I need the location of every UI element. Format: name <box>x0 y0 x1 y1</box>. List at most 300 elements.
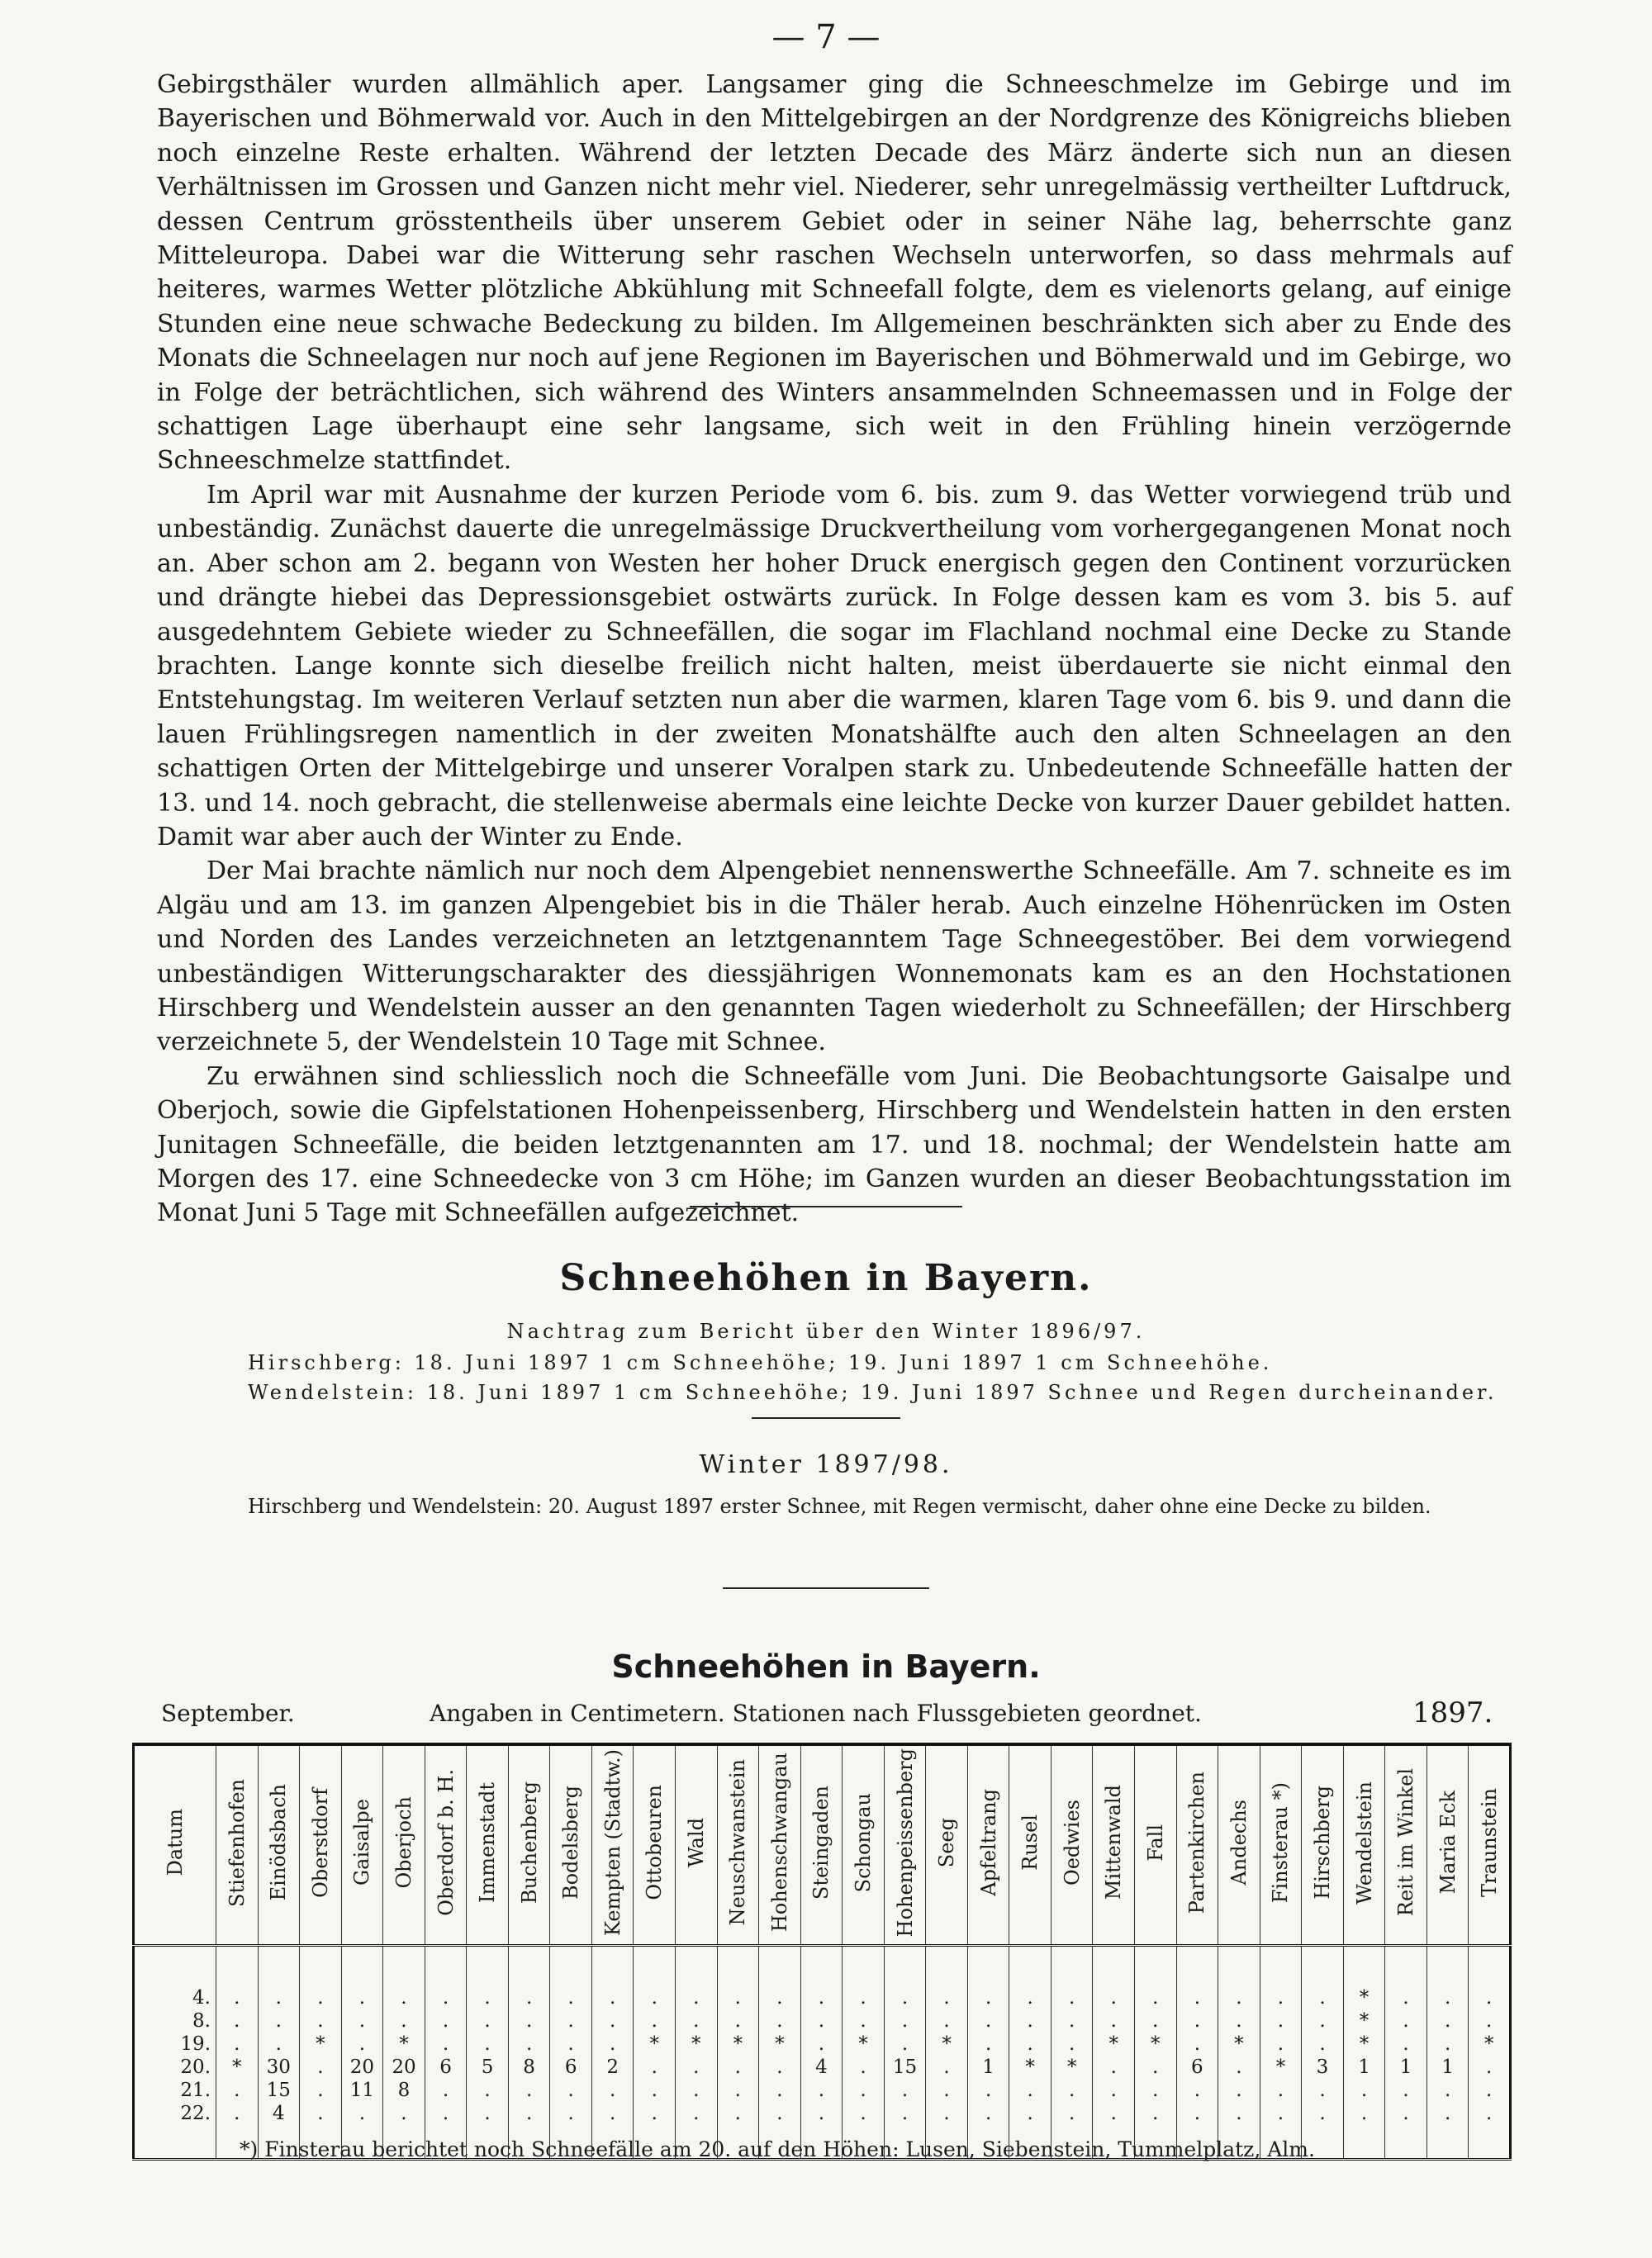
table-cell: . <box>258 1986 300 2009</box>
table-cell: . <box>467 1986 509 2009</box>
table-cell: . <box>884 2033 926 2056</box>
table-cell: . <box>1469 2056 1511 2079</box>
column-header-label: Bodelsberg <box>559 1785 583 1900</box>
column-header <box>258 1744 300 1946</box>
column-header <box>1260 1744 1302 1946</box>
table-cell: . <box>591 2009 634 2033</box>
column-header-label: Reit im Winkel <box>1394 1768 1418 1917</box>
table-cell <box>216 1946 259 1987</box>
table-cell: . <box>1343 2079 1385 2102</box>
column-header-label: Kempten (Stadtw.) <box>601 1749 624 1936</box>
table-cell: . <box>216 2033 259 2056</box>
table-header-row <box>134 1744 1511 1946</box>
table-cell: . <box>425 1986 467 2009</box>
table-cell: . <box>1135 1986 1177 2009</box>
table-cell: . <box>1469 1986 1511 2009</box>
table-row <box>134 2033 1511 2056</box>
table-cell: . <box>800 2033 843 2056</box>
table-cell: . <box>1176 2033 1218 2056</box>
table-cell: . <box>1302 2079 1344 2102</box>
column-header-label: Mittenwald <box>1102 1785 1126 1900</box>
table-cell: 4 <box>258 2102 300 2125</box>
table-cell: 5 <box>467 2056 509 2079</box>
table-cell: . <box>634 1986 676 2009</box>
column-header <box>1135 1744 1177 1946</box>
divider <box>752 1417 900 1419</box>
table-cell: . <box>300 2009 342 2033</box>
table-cell: . <box>1051 2079 1093 2102</box>
column-header-label: Oedwies <box>1060 1800 1084 1886</box>
table-cell: . <box>1427 2033 1469 2056</box>
table-cell: . <box>759 2009 801 2033</box>
table-cell <box>341 1946 383 1987</box>
table-cell: . <box>843 2102 885 2125</box>
column-header <box>1218 1744 1260 1946</box>
table-cell: . <box>341 2102 383 2125</box>
wendelstein-line: Wendelstein: 18. Juni 1897 1 cm Schneehöhe; 19. Juni 1897 Schnee und Regen durcheinander. <box>248 1381 1498 1404</box>
table-cell: . <box>1093 2102 1135 2125</box>
column-header <box>800 1744 843 1946</box>
table-row <box>134 1986 1511 2009</box>
table-cell: * <box>1051 2056 1093 2079</box>
section-title: Schneehöhen in Bayern. <box>559 1257 1093 1299</box>
table-cell: . <box>800 1986 843 2009</box>
table-cell: . <box>1176 2079 1218 2102</box>
column-header <box>1469 1744 1511 1946</box>
table-note: Angaben in Centimetern. Stationen nach Flussgebieten geordnet. <box>430 1700 1202 1727</box>
table-row <box>134 2079 1511 2102</box>
table-cell: . <box>425 2033 467 2056</box>
table-cell <box>1427 1946 1469 1987</box>
table-cell <box>1260 1946 1302 1987</box>
table-cell: 8 <box>383 2079 425 2102</box>
table-cell: . <box>843 1986 885 2009</box>
table-cell: . <box>967 2033 1009 2056</box>
table-cell: 2 <box>591 2056 634 2079</box>
table-cell <box>1385 2125 1427 2160</box>
table-cell <box>134 1946 216 1987</box>
table-cell: * <box>759 2033 801 2056</box>
table-cell <box>1302 1946 1344 1987</box>
table-cell: . <box>1218 2009 1260 2033</box>
table-cell: . <box>800 2009 843 2033</box>
table-cell: . <box>1302 1986 1344 2009</box>
table-cell: . <box>1343 2102 1385 2125</box>
table-cell: . <box>759 2056 801 2079</box>
column-header-label: Traunstein <box>1477 1788 1501 1897</box>
footnote: *) Finsterau berichtet noch Schneefälle am 20. auf den Höhen: Lusen, Siebenstein, Tummelplatz, Alm. <box>240 2137 1315 2161</box>
table-year: 1897. <box>1412 1696 1493 1729</box>
column-header-label: Einödsbach <box>267 1784 291 1901</box>
column-header-label: Gaisalpe <box>350 1799 374 1886</box>
table-cell: . <box>508 2079 550 2102</box>
table-cell: . <box>216 1986 259 2009</box>
column-header <box>300 1744 342 1946</box>
table-cell: . <box>1176 2102 1218 2125</box>
table-cell: . <box>676 2102 718 2125</box>
table-cell: . <box>1135 2056 1177 2079</box>
table-cell: . <box>967 2009 1009 2033</box>
table-cell: . <box>425 2102 467 2125</box>
table-cell: . <box>550 2033 592 2056</box>
table-cell <box>134 2125 216 2160</box>
table-cell: . <box>1176 1986 1218 2009</box>
table-cell: . <box>591 1986 634 2009</box>
table-cell: . <box>1385 2079 1427 2102</box>
table-cell: . <box>1051 1986 1093 2009</box>
column-header-label: Hirschberg <box>1310 1786 1334 1900</box>
table-cell <box>1176 1946 1218 1987</box>
table-cell: . <box>1009 2033 1051 2056</box>
table-cell: . <box>926 2079 968 2102</box>
paragraph-4: Zu erwähnen sind schliesslich noch die Schneefälle vom Juni. Die Beobachtungsorte Gaisalpe und Oberjoch, sowie die Gipfelstationen Hohenpeissenberg, Hirschberg und Wendelstein hatten in den ersten Junitagen Schneefälle, die beiden letztgenannten am 17. und 18. nochmal; der Wendelstein hatte am Morgen des 17. eine Schneedecke von 3 cm Höhe; im Ganzen wurden an dieser Beobachtungsstation im Monat Juni 5 Tage mit Schneefällen aufgezeichnet. <box>157 1061 1512 1228</box>
table-cell: . <box>1009 2079 1051 2102</box>
paragraph-3: Der Mai brachte nämlich nur noch dem Alpengebiet nennenswerthe Schneefälle. Am 7. schneite es im Algäu und am 13. im ganzen Alpengebiet bis in die Thäler herab. Auch einzelne Höhenrücken im Osten und Norden des Landes verzeichneten an letztgenanntem Tage Schneegestöber. Bei dem vorwiegend unbeständigen Witterungscharakter des diessjährigen Wonnemonats kam es an den Hochstationen Hirschberg und Wendelstein ausser an den genannten Tagen wiederholt zu Schneefällen; der Hirschberg verzeichnete 5, der Wendelstein 10 Tage mit Schnee. <box>157 856 1512 1057</box>
table-cell: . <box>717 2056 759 2079</box>
table-cell: . <box>800 2102 843 2125</box>
table-cell: * <box>1343 1986 1385 2009</box>
table-cell: . <box>1218 1986 1260 2009</box>
table-cell: 1 <box>1343 2056 1385 2079</box>
table-cell: . <box>717 2009 759 2033</box>
table-cell <box>1135 1946 1177 1987</box>
table-spacer-row <box>134 1946 1511 1987</box>
table-row <box>134 2102 1511 2125</box>
table-cell: 3 <box>1302 2056 1344 2079</box>
column-header-label: Schongau <box>851 1792 875 1893</box>
table-cell: . <box>1260 2009 1302 2033</box>
table-cell: 15 <box>258 2079 300 2102</box>
table-cell: . <box>634 2009 676 2033</box>
table-cell <box>467 1946 509 1987</box>
table-cell: . <box>550 1986 592 2009</box>
table-cell <box>591 1946 634 1987</box>
table-cell: . <box>759 2079 801 2102</box>
table-cell: 4 <box>800 2056 843 2079</box>
table-cell: . <box>467 2009 509 2033</box>
column-header-label: Steingaden <box>809 1785 833 1900</box>
table-cell: . <box>967 1986 1009 2009</box>
table-cell: . <box>1009 2102 1051 2125</box>
hirschberg-line: Hirschberg: 18. Juni 1897 1 cm Schneehöhe; 19. Juni 1897 1 cm Schneehöhe. <box>248 1351 1273 1374</box>
table-cell: . <box>1093 2079 1135 2102</box>
table-cell: . <box>1135 2102 1177 2125</box>
column-header-datum <box>134 1744 216 1946</box>
table-cell: . <box>759 1986 801 2009</box>
snow-table <box>132 1743 1512 2161</box>
column-header-label: Wald <box>684 1818 708 1867</box>
table-cell: . <box>258 2009 300 2033</box>
table-cell <box>1385 1946 1427 1987</box>
table-cell: . <box>759 2102 801 2125</box>
table-cell: . <box>717 2102 759 2125</box>
table-cell: . <box>1135 2009 1177 2033</box>
table-cell: * <box>1093 2033 1135 2056</box>
column-header <box>967 1744 1009 1946</box>
paragraph-2: Im April war mit Ausnahme der kurzen Periode vom 6. bis. zum 9. das Wetter vorwiegend trüb und unbeständig. Zunächst dauerte die unregelmässige Druckvertheilung vom vorhergegangenen Monat noch an. Aber schon am 2. begann von Westen her hoher Druck energisch gegen den Continent vorzurücken und drängte hiebei das Depressionsgebiet ostwärts zurück. In Folge dessen kam es vom 3. bis 5. auf ausgedehntem Gebiete wieder zu Schneefällen, die sogar im Flachland nochmal eine Decke zu Stande brachten. Lange konnte sich dieselbe freilich nicht halten, meist überdauerte sie nicht einmal den Entstehungstag. Im weiteren Verlauf setzten nun aber die warmen, klaren Tage vom 6. bis 9. und dann die lauen Frühlingsregen namentlich in der zweiten Monatshälfte auch den alten Schneelagen an den schattigen Orten der Mittelgebirge und unserer Voralpen stark zu. Unbedeutende Schneefälle hatten der 13. und 14. noch gebracht, die stellenweise abermals eine leichte Decke von kurzer Dauer gebildet hatten. Damit war aber auch der Winter zu Ende. <box>157 480 1512 851</box>
table-cell <box>800 1946 843 1987</box>
column-header-label: Rusel <box>1018 1814 1042 1871</box>
table-cell <box>717 1946 759 1987</box>
table-cell <box>1218 1946 1260 1987</box>
table-cell: 1 <box>1385 2056 1427 2079</box>
table-cell: . <box>1385 2102 1427 2125</box>
column-header <box>508 1744 550 1946</box>
table-cell <box>508 1946 550 1987</box>
column-header <box>843 1744 885 1946</box>
column-header-label: Buchenberg <box>517 1781 541 1905</box>
table-cell: * <box>676 2033 718 2056</box>
column-header-label: Ottobeuren <box>643 1785 667 1900</box>
column-header-label: Hohenschwangau <box>767 1753 791 1933</box>
table-cell: . <box>508 2009 550 2033</box>
table-cell <box>1469 2125 1511 2160</box>
table-cell: . <box>1176 2009 1218 2033</box>
column-header <box>1427 1744 1469 1946</box>
table-cell: . <box>843 2056 885 2079</box>
table-cell: . <box>383 2009 425 2033</box>
table-cell: . <box>926 1986 968 2009</box>
table-cell: * <box>300 2033 342 2056</box>
column-header <box>884 1744 926 1946</box>
table-cell <box>634 1946 676 1987</box>
table-cell: . <box>1385 2033 1427 2056</box>
table-cell: . <box>926 2056 968 2079</box>
column-header <box>1343 1744 1385 1946</box>
table-body <box>134 1946 1511 2160</box>
table-cell: . <box>884 1986 926 2009</box>
column-header-label: Seeg <box>935 1817 959 1868</box>
table-cell: . <box>1427 2079 1469 2102</box>
column-header-label: Partenkirchen <box>1185 1771 1209 1914</box>
date-cell: 19. <box>134 2033 216 2056</box>
table-cell: . <box>1218 2102 1260 2125</box>
column-header-label: Hohenpeissenberg <box>893 1748 917 1938</box>
table-cell: 1 <box>1427 2056 1469 2079</box>
table-cell: * <box>1009 2056 1051 2079</box>
table-cell: . <box>676 1986 718 2009</box>
table-cell: . <box>843 2079 885 2102</box>
table-cell: . <box>1260 2033 1302 2056</box>
table-cell: . <box>300 2056 342 2079</box>
column-header-label: Stiefenhofen <box>225 1778 249 1907</box>
column-header <box>341 1744 383 1946</box>
table-cell: . <box>508 2033 550 2056</box>
table-cell: . <box>884 2079 926 2102</box>
page-number: — 7 — <box>771 18 881 56</box>
table-cell: 20 <box>341 2056 383 2079</box>
column-header <box>1093 1744 1135 1946</box>
table-cell <box>383 1946 425 1987</box>
table-cell: . <box>884 2009 926 2033</box>
table-cell: . <box>300 2102 342 2125</box>
column-header-label: Oberjoch <box>392 1796 415 1889</box>
table-cell <box>550 1946 592 1987</box>
table-cell: . <box>216 2102 259 2125</box>
table-cell <box>967 1946 1009 1987</box>
date-cell: 20. <box>134 2056 216 2079</box>
date-cell: 8. <box>134 2009 216 2033</box>
date-cell: 4. <box>134 1986 216 2009</box>
table-cell: . <box>1260 2079 1302 2102</box>
table-cell: . <box>591 2033 634 2056</box>
divider <box>723 1587 929 1589</box>
column-header <box>425 1744 467 1946</box>
column-header <box>1009 1744 1051 1946</box>
column-header-label: Wendelstein <box>1352 1781 1376 1905</box>
table-cell: . <box>258 2033 300 2056</box>
paragraph-1: Gebirgsthäler wurden allmählich aper. Langsamer ging die Schneeschmelze im Gebirge und im Bayerischen und Böhmerwald vor. Auch in den Mittelgebirgen an der Nordgrenze des Königreichs blieben noch einzelne Reste erhalten. Während der letzten Decade des März änderte sich nun an diesen Verhältnissen im Grossen und Ganzen nicht mehr viel. Niederer, sehr unregelmässig vertheilter Luftdruck, dessen Centrum grösstentheils über unserem Gebiet oder in seiner Nähe lag, beherrschte ganz Mitteleuropa. Dabei war die Witterung sehr raschen Wechseln unterworfen, so dass mehrmals auf heiteres, warmes Wetter plötzliche Abkühlung mit Schneefall folgte, dem es vielenorts gelang, auf einige Stunden eine neue schwache Bedeckung zu bilden. Im Allgemeinen beschränkten sich aber zu Ende des Monats die Schneelagen nur noch auf jene Regionen im Bayerischen und Böhmerwald und im Gebirge, wo in Folge der beträchtlichen, sich während des Winters ansammelnden Schneemassen und in Folge der schattigen Lage überhaupt eine sehr langsame, sich weit in den Frühling hinein verzögernde Schneeschmelze stattfindet. <box>157 70 1512 476</box>
table-cell: . <box>1469 2079 1511 2102</box>
table-cell: * <box>634 2033 676 2056</box>
column-header <box>676 1744 718 1946</box>
table-cell: . <box>1427 2102 1469 2125</box>
table-cell: . <box>300 1986 342 2009</box>
column-header-label: Oberstdorf <box>308 1787 332 1898</box>
table-cell: . <box>341 1986 383 2009</box>
table-cell: 30 <box>258 2056 300 2079</box>
column-header <box>1302 1744 1344 1946</box>
table-cell <box>926 1946 968 1987</box>
table-cell: . <box>926 2102 968 2125</box>
table-cell: . <box>508 2102 550 2125</box>
table-month: September. <box>161 1700 295 1727</box>
table-cell: . <box>1302 2102 1344 2125</box>
column-header <box>216 1744 259 1946</box>
table-cell: . <box>341 2009 383 2033</box>
table-cell: * <box>216 2056 259 2079</box>
table-cell: . <box>1093 2009 1135 2033</box>
table-cell: . <box>1135 2079 1177 2102</box>
table-cell <box>300 1946 342 1987</box>
table-cell <box>1427 2125 1469 2160</box>
table-cell: . <box>591 2079 634 2102</box>
table-cell: * <box>1135 2033 1177 2056</box>
table-cell: . <box>1093 2056 1135 2079</box>
column-header <box>717 1744 759 1946</box>
table-cell: . <box>383 2102 425 2125</box>
table-cell: . <box>967 2102 1009 2125</box>
table-cell: . <box>467 2033 509 2056</box>
table-cell: * <box>926 2033 968 2056</box>
table-cell: . <box>1427 2009 1469 2033</box>
table-cell: * <box>1218 2033 1260 2056</box>
column-header <box>634 1744 676 1946</box>
table-cell: . <box>550 2009 592 2033</box>
column-header <box>1385 1744 1427 1946</box>
date-cell: 21. <box>134 2079 216 2102</box>
table-cell <box>1343 2125 1385 2160</box>
table-cell: . <box>1302 2033 1344 2056</box>
table-cell: . <box>467 2079 509 2102</box>
column-header-label: Andechs <box>1227 1800 1251 1886</box>
table-cell: . <box>1051 2102 1093 2125</box>
divider <box>690 1206 962 1207</box>
section-subtitle: Nachtrag zum Bericht über den Winter 1896/97. <box>506 1320 1146 1343</box>
column-header <box>1051 1744 1093 1946</box>
table-cell: . <box>1093 1986 1135 2009</box>
table-cell: 8 <box>508 2056 550 2079</box>
body-text <box>157 68 1512 1231</box>
table-cell: . <box>676 2079 718 2102</box>
column-header-label: Datum <box>164 1809 187 1876</box>
column-header-label: Oberdorf b. H. <box>434 1769 458 1916</box>
date-cell: 22. <box>134 2102 216 2125</box>
table-cell: . <box>216 2009 259 2033</box>
table-cell: . <box>1385 2009 1427 2033</box>
column-header <box>383 1744 425 1946</box>
table-cell <box>1009 1946 1051 1987</box>
table-cell: . <box>1009 2009 1051 2033</box>
column-header <box>759 1744 801 1946</box>
winter-title: Winter 1897/98. <box>699 1450 953 1479</box>
table-cell: 6 <box>1176 2056 1218 2079</box>
table-cell: . <box>1385 1986 1427 2009</box>
table-cell <box>1343 1946 1385 1987</box>
table-cell: 15 <box>884 2056 926 2079</box>
table-cell: . <box>341 2033 383 2056</box>
table-cell: . <box>634 2056 676 2079</box>
column-header-label: Neuschwanstein <box>726 1759 750 1926</box>
column-header-label: Immenstadt <box>476 1782 500 1903</box>
table-cell: . <box>550 2102 592 2125</box>
column-header-label: Apfeltrang <box>976 1789 1000 1896</box>
table-cell <box>843 1946 885 1987</box>
table-cell: 6 <box>425 2056 467 2079</box>
table-cell: * <box>1260 2056 1302 2079</box>
table-cell: . <box>926 2009 968 2033</box>
table-cell: . <box>1302 2009 1344 2033</box>
table-cell: . <box>425 2079 467 2102</box>
column-header-label: Fall <box>1143 1824 1167 1862</box>
table-cell: . <box>591 2102 634 2125</box>
column-header <box>926 1744 968 1946</box>
table-cell: . <box>425 2009 467 2033</box>
table-cell: . <box>508 1986 550 2009</box>
table-cell: . <box>843 2009 885 2033</box>
table-cell: . <box>1218 2079 1260 2102</box>
table-cell: . <box>383 1986 425 2009</box>
table-cell: . <box>1051 2033 1093 2056</box>
table-cell: . <box>634 2102 676 2125</box>
table-cell: . <box>1260 1986 1302 2009</box>
table-cell: . <box>216 2079 259 2102</box>
table-cell: . <box>1218 2056 1260 2079</box>
column-header-label: Maria Eck <box>1436 1791 1460 1895</box>
table-cell: . <box>884 2102 926 2125</box>
column-header <box>1176 1744 1218 1946</box>
column-header-label: Finsterau *) <box>1269 1781 1293 1904</box>
table-cell: . <box>1469 2102 1511 2125</box>
table-cell: . <box>550 2079 592 2102</box>
table-cell: . <box>717 2079 759 2102</box>
table-cell: . <box>967 2079 1009 2102</box>
table-cell <box>1093 1946 1135 1987</box>
table-cell: * <box>1343 2009 1385 2033</box>
table-cell <box>1051 1946 1093 1987</box>
table-cell: . <box>1469 2009 1511 2033</box>
table-title: Schneehöhen in Bayern. <box>611 1648 1041 1685</box>
table-cell: . <box>467 2102 509 2125</box>
table-cell: 20 <box>383 2056 425 2079</box>
table-cell <box>1469 1946 1511 1987</box>
table-cell <box>759 1946 801 1987</box>
table-cell: 1 <box>967 2056 1009 2079</box>
table-cell: . <box>634 2079 676 2102</box>
table-cell: * <box>843 2033 885 2056</box>
table-cell: . <box>1009 1986 1051 2009</box>
table-cell: * <box>1469 2033 1511 2056</box>
